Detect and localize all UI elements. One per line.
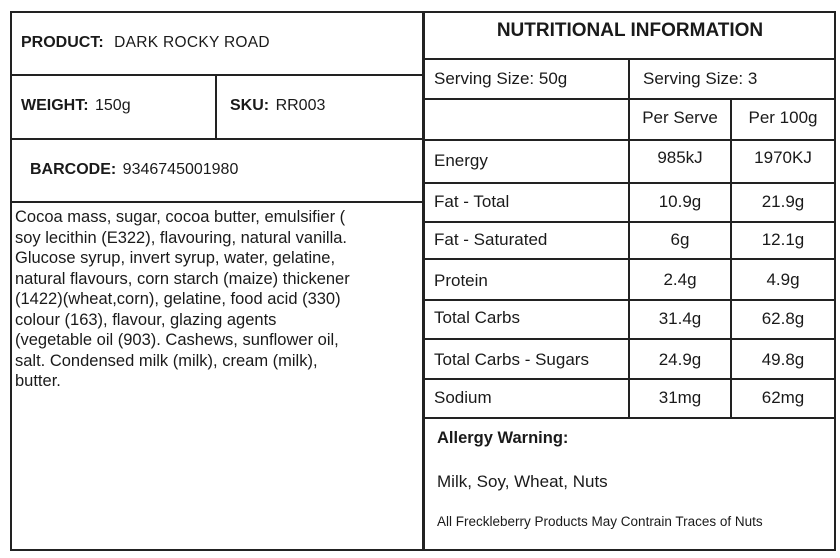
row-per-serve-energy: 985kJ (657, 148, 703, 167)
row-per-100g-fat-saturated: 12.1g (761, 230, 805, 249)
product-value: DARK ROCKY ROAD (114, 34, 270, 51)
divider (424, 338, 836, 340)
row-per-100g-sugars: 49.8g (761, 350, 805, 369)
divider (424, 221, 836, 223)
row-name-sodium: Sodium (434, 388, 492, 407)
row-name-total-carbs: Total Carbs (434, 308, 520, 327)
serving-size: Serving Size: 50g (434, 69, 568, 88)
weight-value: 150g (95, 97, 131, 114)
row-name-energy: Energy (434, 151, 488, 170)
allergy-list: Milk, Soy, Wheat, Nuts (437, 472, 608, 491)
divider (10, 201, 423, 203)
divider (424, 139, 836, 141)
divider (730, 98, 732, 418)
allergy-title: Allergy Warning: (437, 429, 569, 447)
row-name-sugars: Total Carbs - Sugars (434, 350, 589, 369)
row-per-serve-protein: 2.4g (663, 270, 697, 289)
row-per-serve-total-carbs: 31.4g (658, 309, 702, 328)
col-per-serve: Per Serve (642, 108, 718, 127)
product-field (21, 34, 270, 52)
divider (424, 258, 836, 260)
row-per-100g-fat-total: 21.9g (761, 192, 805, 211)
divider (424, 182, 836, 184)
barcode-label: BARCODE: (30, 161, 117, 178)
row-name-protein: Protein (434, 271, 488, 290)
barcode-field (30, 161, 238, 179)
sku-field (230, 97, 325, 115)
row-name-fat-saturated: Fat - Saturated (434, 230, 548, 249)
divider (424, 98, 836, 100)
row-per-100g-total-carbs: 62.8g (761, 309, 805, 328)
nutrition-title: NUTRITIONAL INFORMATION (496, 20, 764, 41)
row-per-serve-sugars: 24.9g (658, 350, 702, 369)
sku-label: SKU: (230, 97, 270, 114)
row-name-fat-total: Fat - Total (434, 192, 510, 211)
row-per-100g-protein: 4.9g (766, 270, 800, 289)
allergy-note: All Freckleberry Products May Contrain Traces of Nuts (437, 514, 763, 529)
ingredients-text: Cocoa mass, sugar, cocoa butter, emulsifier ( soy lecithin (E322), flavouring, natural vanilla. Glucose syrup, invert syrup, water, gelatine, natural flavours, corn starch (maize) thickener (1422)(wheat,corn), gelatine, food acid (330) colour (163), flavour, glazing agents (vegetable oil (903). Cashews, sunflower oil, salt. Condensed milk (milk), cream (milk), butter. (15, 208, 350, 390)
divider (424, 299, 836, 301)
divider (424, 378, 836, 380)
divider (424, 58, 836, 60)
row-per-100g-energy: 1970KJ (754, 148, 812, 167)
divider (215, 74, 217, 139)
barcode-value: 9346745001980 (122, 161, 239, 178)
servings-count: Serving Size: 3 (643, 69, 758, 88)
sku-value: RR003 (275, 97, 326, 114)
weight-field (21, 97, 131, 115)
row-per-serve-sodium: 31mg (658, 388, 702, 407)
weight-label: WEIGHT: (21, 97, 89, 114)
row-per-100g-sodium: 62mg (761, 388, 805, 407)
col-per-100g: Per 100g (748, 108, 818, 127)
product-label: PRODUCT: (21, 34, 104, 51)
row-per-serve-fat-total: 10.9g (658, 192, 702, 211)
divider (424, 417, 836, 419)
row-per-serve-fat-saturated: 6g (670, 230, 690, 249)
